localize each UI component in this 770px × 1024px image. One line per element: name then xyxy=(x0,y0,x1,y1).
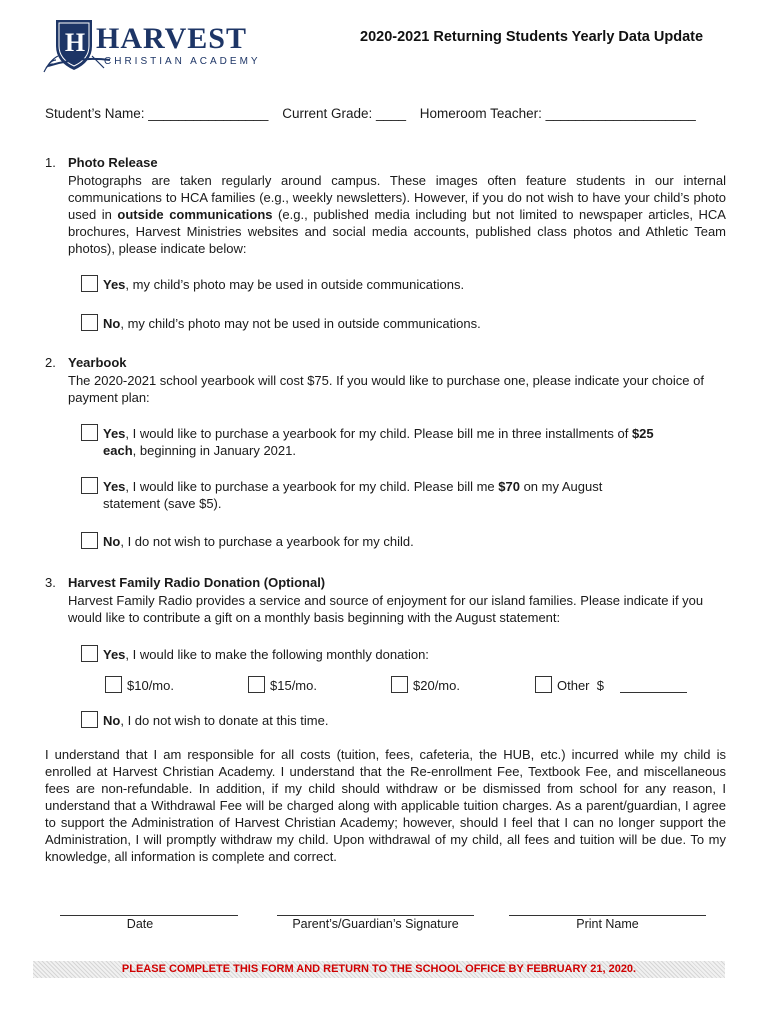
radio-yes-checkbox[interactable] xyxy=(81,645,98,662)
photo-no-label: No, my child’s photo may not be used in outside communications. xyxy=(103,316,481,331)
photo-no-checkbox[interactable] xyxy=(81,314,98,331)
section-title-yearbook: Yearbook xyxy=(68,355,127,370)
agreement-text: I understand that I am responsible for all costs (tuition, fees, cafeteria, the HUB, etc.) incurred while my child is enrolled at Harvest Christian Academy. I understand that the Re-enrollment Fee, Textbook Fee, and miscellaneous fees are non-refundable. In addition, if my child should withdraw or be dismissed from school for any reason, I understand that a Withdrawal Fee will be charged along with applicable tuition charges. As a parent/guardian, I agree to support the Administration of Harvest Christian Academy; however, should I feel that I can no longer support the Administration, I will promptly withdraw my child. Upon withdrawal of my child, all fees and tuition will be due. To my knowledge, all information is complete and correct. xyxy=(45,747,726,864)
yearbook-text: The 2020-2021 school yearbook will cost $75. If you would like to purchase one, please indicate your choice of payment plan: xyxy=(68,373,704,405)
photo-yes-label: Yes, my child’s photo may be used in outside communications. xyxy=(103,277,465,292)
signature-label: Parent’s/Guardian’s Signature xyxy=(292,917,459,931)
yearbook-no-checkbox[interactable] xyxy=(81,532,98,549)
donation-10-checkbox[interactable] xyxy=(105,676,122,693)
yearbook-full-payment-label: Yes, I would like to purchase a yearbook for my child. Please bill me $70 on my August statement (save $5). xyxy=(103,479,603,511)
student-name-field[interactable]: Student’s Name: ________________ xyxy=(45,106,269,121)
photo-yes-checkbox[interactable] xyxy=(81,275,98,292)
photo-release-text: Photographs are taken regularly around campus. These images often feature students in our internal communications to HCA families (e.g., weekly newsletters). However, if you do not wish to have your child’s photo used in outside communications (e.g., published media including but not limited to newspaper articles, HCA brochures, Harvest Ministries websites and social media accounts, published class photos and Athletic Team photos), please indicate below: xyxy=(68,173,726,256)
form-title: 2020-2021 Returning Students Yearly Data Update xyxy=(360,29,704,45)
current-grade-field[interactable]: Current Grade: ____ xyxy=(282,106,407,121)
donation-other-checkbox[interactable] xyxy=(535,676,552,693)
yearbook-installments-label: Yes, I would like to purchase a yearbook for my child. Please bill me in three installments of $25 each, beginning in January 2021. xyxy=(103,426,654,458)
radio-no-checkbox[interactable] xyxy=(81,711,98,728)
donation-20-checkbox[interactable] xyxy=(391,676,408,693)
homeroom-teacher-field[interactable]: Homeroom Teacher: ____________________ xyxy=(419,106,696,121)
logo-letter: H xyxy=(64,28,86,57)
section-number: 3. xyxy=(45,575,56,590)
section-number: 2. xyxy=(45,355,56,370)
donation-15-checkbox[interactable] xyxy=(248,676,265,693)
logo-name: HARVEST xyxy=(96,22,247,55)
date-label: Date xyxy=(126,917,154,931)
signature-line[interactable] xyxy=(277,915,474,916)
radio-no-label: No, I do not wish to donate at this time. xyxy=(103,713,329,728)
donation-15-label: $15/mo. xyxy=(270,678,317,693)
donation-20-label: $20/mo. xyxy=(413,678,460,693)
radio-text: Harvest Family Radio provides a service and source of enjoyment for our island families. Please indicate if you would like to contribute a gift on a monthly basis beginning with the August statement: xyxy=(68,593,704,625)
yearbook-installments-checkbox[interactable] xyxy=(81,424,98,441)
section-title-photo: Photo Release xyxy=(68,155,158,170)
footer-notice: PLEASE COMPLETE THIS FORM AND RETURN TO THE SCHOOL OFFICE BY FEBRUARY 21, 2020. xyxy=(121,963,637,975)
print-name-line[interactable] xyxy=(509,915,706,916)
donation-other-label: Other $ xyxy=(557,678,604,693)
date-line[interactable] xyxy=(60,915,238,916)
donation-other-amount-field[interactable] xyxy=(620,692,687,693)
section-title-radio: Harvest Family Radio Donation (Optional) xyxy=(68,575,326,590)
logo-subtitle: CHRISTIAN ACADEMY xyxy=(104,56,261,67)
yearbook-no-label: No, I do not wish to purchase a yearbook for my child. xyxy=(103,534,414,549)
section-number: 1. xyxy=(45,155,56,170)
radio-yes-label: Yes, I would like to make the following monthly donation: xyxy=(103,647,429,662)
print-name-label: Print Name xyxy=(576,917,639,931)
yearbook-full-payment-checkbox[interactable] xyxy=(81,477,98,494)
donation-10-label: $10/mo. xyxy=(127,678,174,693)
student-info-row xyxy=(45,106,706,121)
school-logo xyxy=(40,16,272,78)
